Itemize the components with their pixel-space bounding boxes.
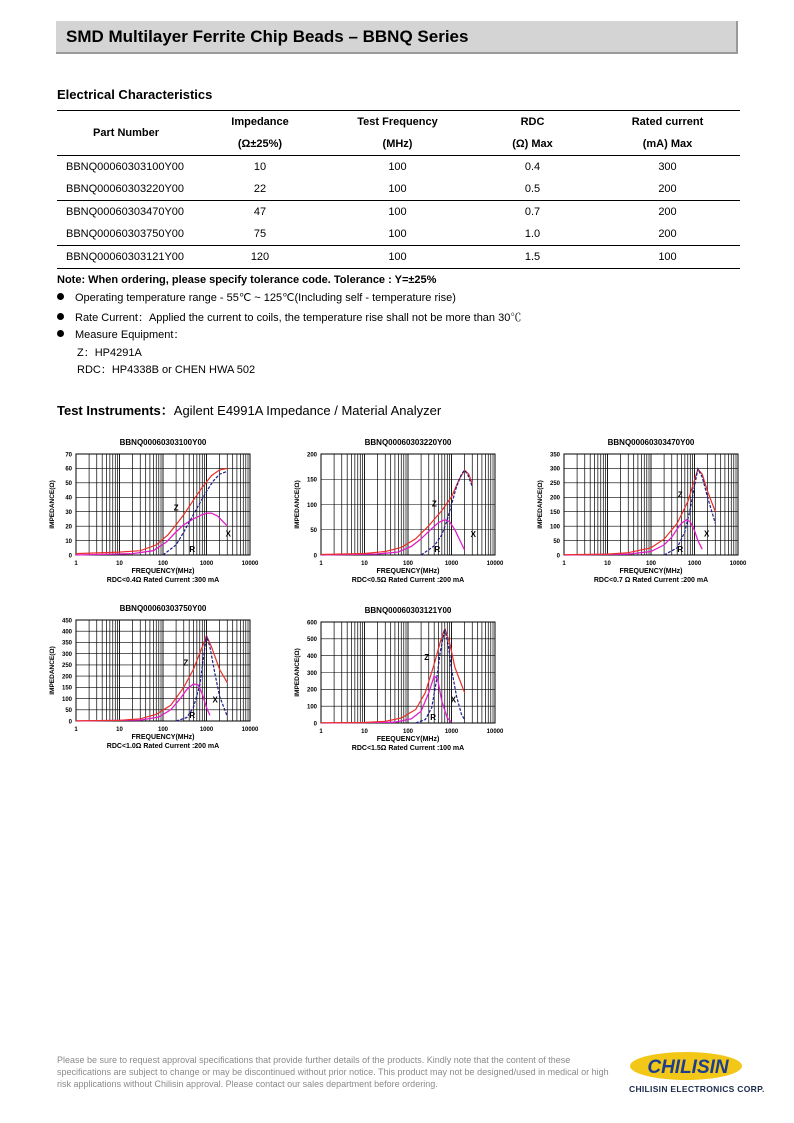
series-z-label: Z (183, 658, 189, 668)
table-row (57, 178, 740, 201)
y-axis-label: IMPEDANCE(Ω) (294, 480, 301, 529)
test-instruments (57, 400, 441, 419)
impedance-chart-470 (528, 434, 753, 594)
series-z-label: Z (424, 653, 430, 663)
cell-rated-current: 200 (658, 228, 677, 240)
y-tick-label: 40 (65, 495, 72, 502)
cell-rated-current: 300 (658, 161, 677, 173)
y-tick-label: 450 (61, 618, 72, 625)
x-tick-label: 1 (562, 561, 566, 567)
cell-rated-current: 100 (658, 251, 677, 263)
bullet-rate-current (57, 309, 521, 325)
series-r-label: R (189, 545, 196, 554)
series-x-line (163, 471, 227, 555)
y-tick-label: 0 (313, 721, 317, 728)
bullet-operating-temp (57, 291, 456, 304)
cell-impedance: 22 (253, 183, 267, 195)
x-tick-label: 10000 (241, 561, 259, 567)
table-row (57, 201, 740, 224)
test-instruments-value: Agilent E4991A Impedance / Material Analyzer (173, 403, 442, 418)
disclaimer: Please be sure to request approval specifications that provide further details of the products. Kindly note that the content of these specifications are subject to change or may be discontinued without prior notice. This product may not be designed/used in medical or high risk applications without Chilisin approval. Please contact our sales department before ordering. (57, 1055, 609, 1089)
series-r-label: R (189, 711, 196, 720)
x-tick-label: 100 (157, 561, 169, 567)
cell-test-frequency: 100 (388, 161, 407, 173)
x-axis-label: FREQUENCY(MHz) (131, 568, 195, 575)
bullet-dot-icon (57, 313, 64, 320)
chart-footer: RDC<0.5Ω Rated Current :200 mA (351, 577, 465, 584)
cell-rdc: 1.5 (524, 251, 541, 263)
company-name: CHILISIN ELECTRONICS CORP. (629, 1084, 765, 1094)
x-tick-label: 10000 (729, 561, 747, 567)
cell-part-number: BBNQ00060303121Y00 (66, 251, 185, 263)
cell-impedance: 47 (253, 206, 267, 218)
x-tick-label: 1 (319, 561, 323, 567)
cell-test-frequency: 100 (388, 206, 407, 218)
col-unit-rated-current: (mA) Max (642, 138, 693, 150)
x-tick-label: 1000 (199, 561, 214, 567)
col-header-impedance: Impedance (231, 116, 289, 128)
impedance-chart-750 (40, 600, 265, 760)
chart-title: BBNQ00060303470Y00 (607, 438, 695, 447)
series-x-label: X (450, 695, 457, 705)
table-row (57, 156, 740, 179)
cell-impedance: 75 (253, 228, 267, 240)
cell-part-number: BBNQ00060303220Y00 (66, 183, 185, 195)
y-tick-label: 200 (549, 495, 560, 502)
y-tick-label: 250 (61, 663, 72, 670)
y-tick-label: 200 (306, 452, 317, 459)
x-axis-label: FREQUENCY(MHz) (376, 568, 440, 575)
x-tick-label: 1 (319, 729, 323, 735)
series-r-label: R (677, 545, 684, 554)
cell-rdc: 0.7 (524, 206, 541, 218)
impedance-chart-100 (40, 434, 265, 594)
y-tick-label: 100 (306, 502, 317, 509)
x-tick-label: 1000 (444, 561, 459, 567)
y-tick-label: 500 (306, 637, 317, 644)
series-z-line (321, 629, 465, 723)
y-tick-label: 100 (549, 524, 560, 531)
x-tick-label: 10000 (486, 561, 504, 567)
x-tick-label: 1000 (199, 727, 214, 733)
series-r-label: R (434, 545, 441, 554)
y-tick-label: 400 (306, 653, 317, 660)
y-tick-label: 100 (61, 696, 72, 703)
cell-test-frequency: 100 (388, 228, 407, 240)
y-tick-label: 30 (65, 510, 72, 517)
y-axis-label: IMPEDANCE(Ω) (294, 648, 301, 697)
bullet-text: Operating temperature range - 55℃ ~ 125℃(Including self - temperature rise) (75, 292, 456, 304)
y-tick-label: 150 (61, 685, 72, 692)
cell-impedance: 10 (253, 161, 267, 173)
chart-footer: RDC<1.0Ω Rated Current :200 mA (106, 743, 220, 750)
chart-title: BBNQ00060303121Y00 (364, 606, 452, 615)
cell-rated-current: 200 (658, 183, 677, 195)
y-tick-label: 60 (65, 466, 72, 473)
y-tick-label: 0 (556, 553, 560, 560)
x-tick-label: 1000 (444, 729, 459, 735)
y-tick-label: 250 (549, 481, 560, 488)
cell-test-frequency: 100 (388, 183, 407, 195)
col-header-part-number: Part Number (92, 127, 160, 139)
col-header-rated-current: Rated current (631, 116, 704, 128)
x-axis-label: FREQUENCY(MHz) (619, 568, 683, 575)
cell-rated-current: 200 (658, 206, 677, 218)
cell-part-number: BBNQ00060303100Y00 (66, 161, 185, 173)
x-tick-label: 10 (361, 729, 368, 735)
impedance-chart-121 (285, 602, 510, 762)
ordering-note: Note: When ordering, please specify tolerance code. Tolerance : Y=±25% (57, 274, 437, 286)
cell-impedance: 120 (250, 251, 270, 263)
equipment-rdc: RDC：HP4338B or CHEN HWA 502 (77, 364, 256, 376)
equipment-z: Z：HP4291A (77, 347, 142, 359)
y-tick-label: 0 (68, 719, 72, 726)
y-tick-label: 50 (65, 708, 72, 715)
x-tick-label: 100 (157, 727, 169, 733)
cell-rdc: 0.5 (524, 183, 541, 195)
bullet-dot-icon (57, 330, 64, 337)
series-r-label: R (430, 713, 436, 722)
bullet-measure-equipment (57, 326, 184, 342)
col-header-test-frequency: Test Frequency (357, 116, 438, 128)
x-tick-label: 10 (116, 561, 123, 567)
y-tick-label: 20 (65, 524, 72, 531)
y-tick-label: 350 (61, 640, 72, 647)
col-unit-impedance: (Ω±25%) (237, 138, 283, 150)
y-tick-label: 50 (65, 481, 72, 488)
y-axis-label: IMPEDANCE(Ω) (49, 646, 56, 695)
y-tick-label: 600 (306, 620, 317, 627)
y-tick-label: 50 (310, 528, 317, 535)
y-tick-label: 10 (65, 538, 72, 545)
y-axis-label: IMPEDANCE(Ω) (537, 480, 544, 529)
cell-test-frequency: 100 (388, 251, 407, 263)
y-tick-label: 300 (549, 466, 560, 473)
y-tick-label: 200 (306, 687, 317, 694)
cell-rdc: 0.4 (524, 161, 541, 173)
cell-rdc: 1.0 (524, 228, 541, 240)
bullet-text: Measure Equipment： (75, 329, 185, 341)
series-x-label: X (225, 529, 231, 539)
chart-footer: RDC<0.7 Ω Rated Current :200 mA (593, 577, 709, 584)
x-tick-label: 100 (645, 561, 657, 567)
y-tick-label: 150 (549, 510, 560, 517)
y-tick-label: 50 (553, 538, 560, 545)
y-tick-label: 100 (306, 704, 317, 711)
col-unit-rdc: (Ω) Max (512, 138, 553, 150)
y-tick-label: 400 (61, 629, 72, 636)
test-instruments-label: Test Instruments： (57, 403, 174, 418)
x-tick-label: 100 (402, 561, 414, 567)
col-unit-test-frequency: (MHz) (382, 138, 413, 150)
series-z-label: Z (431, 499, 437, 509)
y-tick-label: 0 (313, 553, 317, 560)
x-tick-label: 10 (361, 561, 368, 567)
x-tick-label: 1000 (687, 561, 702, 567)
cell-part-number: BBNQ00060303750Y00 (66, 228, 185, 240)
y-tick-label: 200 (61, 674, 72, 681)
electrical-section-title: Electrical Characteristics (57, 87, 213, 102)
x-axis-label: FREQUENCY(MHz) (131, 734, 195, 741)
page-title: SMD Multilayer Ferrite Chip Beads – BBNQ Series (66, 27, 469, 46)
bullet-dot-icon (57, 293, 64, 300)
x-tick-label: 100 (402, 729, 414, 735)
x-tick-label: 10000 (241, 727, 259, 733)
y-tick-label: 300 (61, 651, 72, 658)
table-row (57, 223, 740, 246)
table-row (57, 246, 740, 269)
x-tick-label: 10 (604, 561, 611, 567)
x-tick-label: 1 (74, 727, 78, 733)
series-x-label: X (470, 529, 476, 539)
x-axis-label: FEEQUENCY(MHz) (376, 736, 440, 743)
chart-title: BBNQ00060303220Y00 (364, 438, 452, 447)
chart-footer: RDC<0.4Ω Rated Current :300 mA (106, 577, 220, 584)
chart-title: BBNQ00060303750Y00 (119, 604, 207, 613)
y-tick-label: 300 (306, 670, 317, 677)
y-tick-label: 70 (65, 452, 72, 459)
x-tick-label: 1 (74, 561, 78, 567)
logo-word: CHILISIN (647, 1057, 729, 1078)
x-tick-label: 10 (116, 727, 123, 733)
x-tick-label: 10000 (486, 729, 504, 735)
y-tick-label: 350 (549, 452, 560, 459)
series-x-label: X (212, 695, 218, 705)
chart-footer: RDC<1.5Ω Rated Current :100 mA (351, 745, 465, 752)
impedance-chart-220 (285, 434, 510, 594)
page-header (56, 21, 738, 54)
col-header-rdc: RDC (520, 116, 545, 128)
series-z-label: Z (677, 490, 683, 500)
y-tick-label: 0 (68, 553, 72, 560)
y-axis-label: IMPEDANCE(Ω) (49, 480, 56, 529)
bullet-text: Rate Current：Applied the current to coils, the temperature rise shall not be more than 30℃ (75, 312, 522, 324)
chart-title: BBNQ00060303100Y00 (119, 438, 207, 447)
electrical-table (57, 110, 740, 269)
cell-part-number: BBNQ00060303470Y00 (66, 206, 185, 218)
y-tick-label: 150 (306, 477, 317, 484)
series-z-label: Z (173, 503, 179, 513)
series-x-label: X (703, 529, 710, 539)
